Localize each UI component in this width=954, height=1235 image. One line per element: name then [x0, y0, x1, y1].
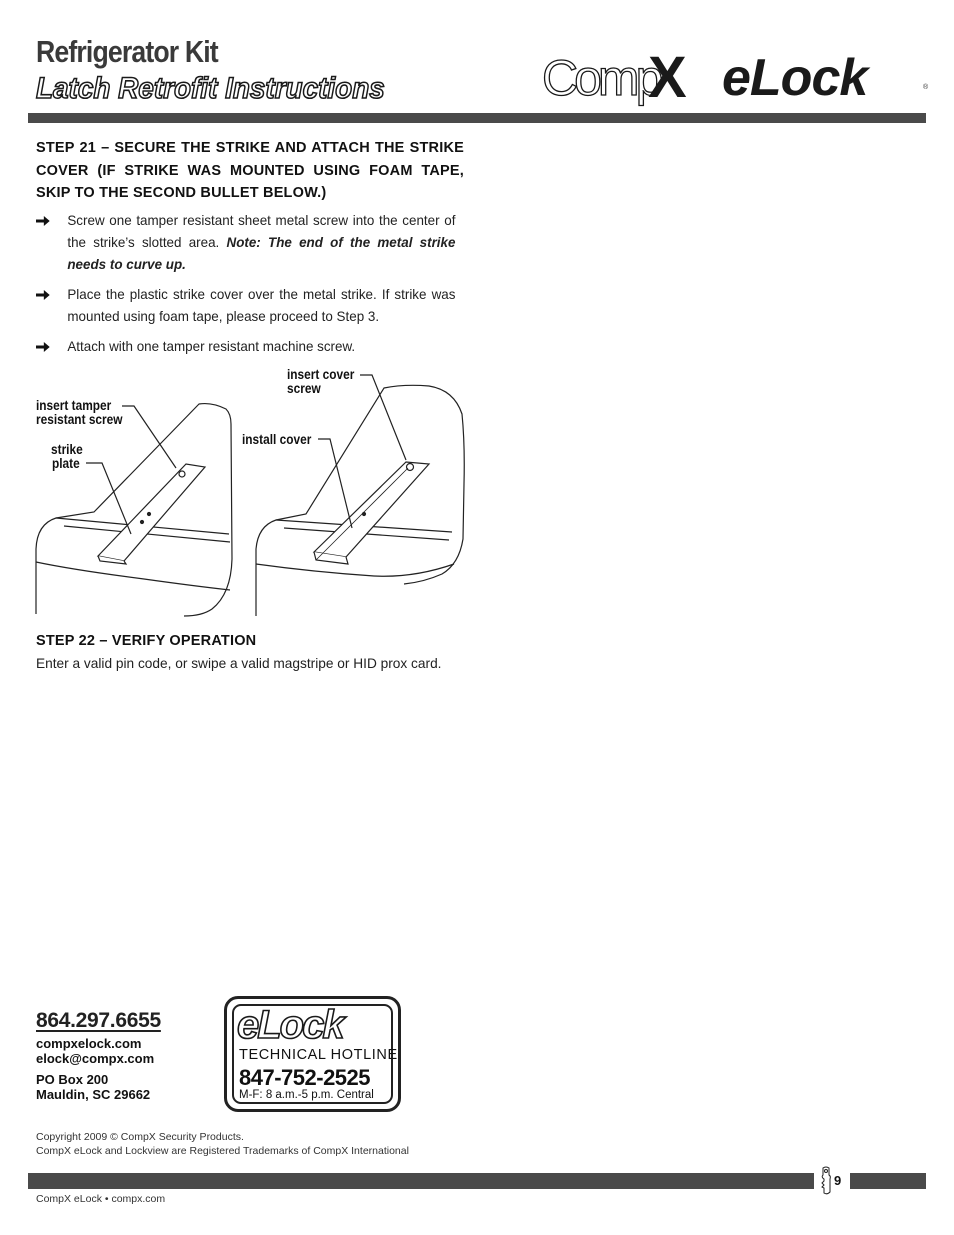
key-icon [818, 1166, 834, 1196]
label-strike-2: plate [52, 456, 80, 471]
label-insert-tamper-2: resistant screw [36, 412, 123, 427]
logo-x-text: X [648, 45, 687, 110]
leader-install-cover [318, 439, 352, 528]
leader-insert-cover [360, 375, 406, 460]
header-rule [28, 113, 926, 123]
copyright-block [36, 1130, 409, 1158]
right-strike-cover [314, 462, 429, 557]
bullet-1-note: Note: The end of the metal strike needs to curve up. [67, 234, 456, 272]
technical-hotline-badge [224, 996, 401, 1112]
step-22-heading: STEP 22 – VERIFY OPERATION [36, 633, 257, 649]
contact-email[interactable]: elock@compx.com [36, 1051, 155, 1066]
left-door-outline [36, 404, 232, 616]
step-21-section [36, 137, 464, 358]
step-21-bullet-2 [36, 284, 455, 328]
contact-website[interactable]: compxelock.com [36, 1036, 142, 1051]
step-21-bullet-1 [36, 210, 455, 276]
contact-phone: 864.297.6655 [36, 1009, 161, 1032]
right-arrow-icon [36, 290, 50, 300]
label-insert-cover-1: insert cover [287, 367, 355, 382]
right-arrow-icon [36, 216, 50, 226]
logo-elock-text: eLock [722, 49, 868, 107]
footer-rule-left [28, 1173, 814, 1189]
copyright-line-1: Copyright 2009 © CompX Security Products. [36, 1131, 244, 1143]
compx-elock-logo [542, 45, 932, 110]
step-22-text: Enter a valid pin code, or swipe a valid magstripe or HID prox card. [36, 656, 442, 671]
right-door-outline [256, 385, 464, 616]
page-number: 9 [834, 1173, 842, 1188]
label-insert-tamper-1: insert tamper [36, 398, 112, 413]
left-strike-plate [98, 464, 205, 561]
bullet-1-text: Screw one tamper resistant sheet metal screw into the center of the strike’s slotted area. [67, 212, 456, 250]
step-21-bullet-3 [36, 336, 455, 358]
bullet-2-text: Place the plastic strike cover over the metal strike. If strike was mounted using foam tape, please proceed to Step 3. [67, 286, 456, 324]
footer-site: CompX eLock • compx.com [36, 1193, 166, 1205]
label-install-cover: install cover [242, 432, 312, 447]
page-subtitle: Latch Retrofit Instructions [36, 72, 385, 105]
hotline-title: TECHNICAL HOTLINE [239, 1047, 398, 1063]
hotline-hours: M-F: 8 a.m.-5 p.m. Central [239, 1089, 374, 1101]
label-strike-1: strike [51, 442, 83, 457]
bullet-3-text: Attach with one tamper resistant machine screw. [67, 338, 356, 354]
page-title: Refrigerator Kit [36, 34, 218, 69]
contact-city: Mauldin, SC 29662 [36, 1087, 151, 1102]
left-frame-bottom [36, 562, 230, 590]
strike-installation-figure [34, 364, 466, 620]
logo-registered-mark: ® [923, 84, 929, 91]
right-arrow-icon [36, 342, 50, 352]
step-21-heading: STEP 21 – SECURE THE STRIKE AND ATTACH THE STRIKE COVER (IF STRIKE WAS MOUNTED USING FOAM TAPE, SKIP TO THE SECOND BULLET BELOW.) [36, 140, 464, 201]
footer-rule-right [850, 1173, 926, 1189]
copyright-line-2: CompX eLock and Lockview are Registered Trademarks of CompX International [36, 1145, 409, 1157]
hotline-brand: eLock [237, 1003, 343, 1047]
right-frame-bottom [256, 564, 454, 576]
label-insert-cover-2: screw [287, 381, 321, 396]
logo-comp-text: Comp [542, 50, 660, 106]
contact-po-box: PO Box 200 [36, 1072, 109, 1087]
leader-insert-tamper [122, 406, 176, 468]
hotline-number: 847-752-2525 [239, 1065, 371, 1090]
